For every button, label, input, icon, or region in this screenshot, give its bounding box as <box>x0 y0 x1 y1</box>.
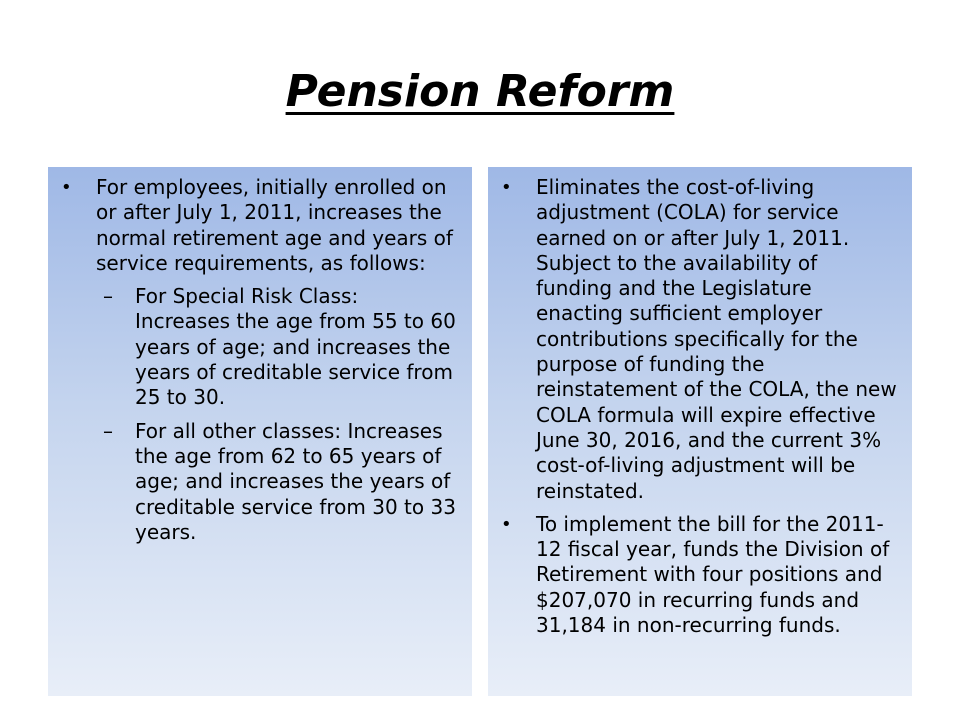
left-content-panel <box>48 167 472 696</box>
bullet-text: Eliminates the cost-of-living adjustment (COLA) for service earned on or after July 1, 2011. Subject to the availability of funding and the Legislature enacting sufficient employer contributions specifically for the purpose of funding the reinstatement of the COLA, the new COLA formula will expire effective June 30, 2016, and the current 3% cost-of-living adjustment will be reinstated. <box>536 175 897 503</box>
sub-item-text: For Special Risk Class: Increases the age from 55 to 60 years of age; and increases the years of creditable service from 25 to 30. <box>135 284 456 410</box>
list-item <box>488 512 912 638</box>
bullet-icon: • <box>501 177 512 198</box>
list-item <box>488 175 912 504</box>
list-item <box>48 175 472 276</box>
bullet-text: To implement the bill for the 2011-12 fiscal year, funds the Division of Retirement with four positions and $207,070 in recurring funds and 31,184 in non-recurring funds. <box>536 511 890 638</box>
bullet-icon: • <box>501 513 512 535</box>
bullet-text: For employees, initially enrolled on or after July 1, 2011, increases the normal retirement age and years of service requirements, as follows: <box>96 175 453 275</box>
bullet-icon: • <box>61 177 72 198</box>
sub-list-item <box>48 284 472 410</box>
slide-title: Pension Reform <box>285 66 675 117</box>
dash-icon: – <box>103 284 113 309</box>
sub-item-text: For all other classes: Increases the age from 62 to 65 years of age; and increases the years of creditable service from 30 to 33 years. <box>135 418 456 544</box>
sub-list-item <box>48 419 472 545</box>
dash-icon: – <box>103 418 113 443</box>
right-content-panel <box>488 167 912 696</box>
